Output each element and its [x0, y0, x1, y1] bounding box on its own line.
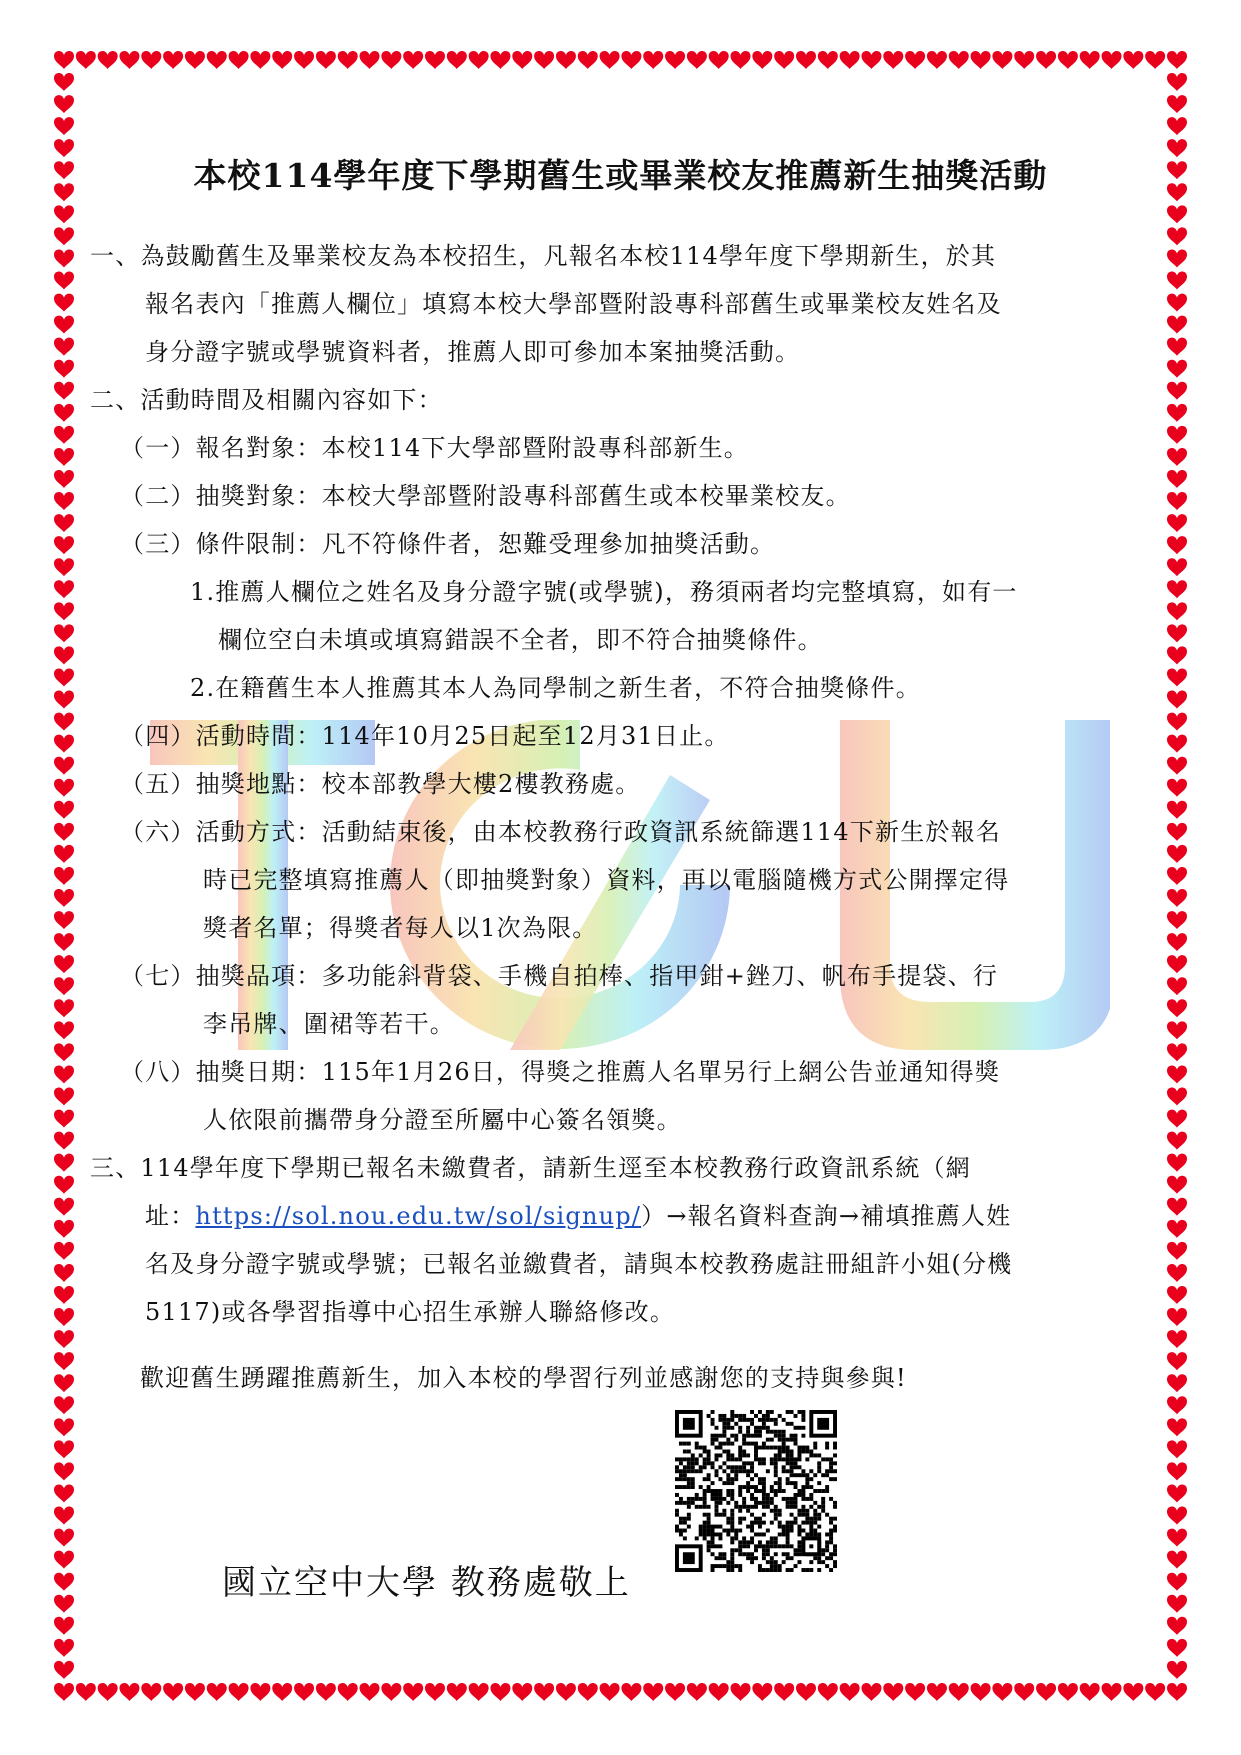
item-7-line1: （七）抽獎品項：多功能斜背袋、手機自拍棒、指甲鉗+銼刀、帆布手提袋、行	[120, 962, 999, 990]
url-label: 址：	[145, 1202, 196, 1230]
qr-code	[675, 1410, 837, 1572]
signup-link[interactable]: https://sol.nou.edu.tw/sol/signup/	[195, 1202, 642, 1230]
item-6-line3: 獎者名單；得獎者每人以1次為限。	[203, 914, 598, 942]
item-2-line: （二）抽獎對象：本校大學部暨附設專科部舊生或本校畢業校友。	[120, 482, 851, 510]
item-3-sub2-line: 2.在籍舊生本人推薦其本人為同學制之新生者，不符合抽獎條件。	[190, 674, 921, 702]
item-1-line: （一）報名對象：本校114下大學部暨附設專科部新生。	[120, 434, 750, 462]
section3-line3: 名及身分證字號或學號；已報名並繳費者，請與本校教務處註冊組許小姐(分機	[145, 1250, 1013, 1278]
signature: 國立空中大學 教務處敬上	[222, 1563, 631, 1603]
item-7-line2: 李吊牌、圍裙等若干。	[203, 1010, 455, 1038]
section1-line1: 一、為鼓勵舊生及畢業校友為本校招生，凡報名本校114學年度下學期新生，於其	[90, 242, 997, 270]
section3-line2	[145, 1201, 1011, 1231]
url-after-text: ）→報名資料查詢→補填推薦人姓	[641, 1202, 1012, 1230]
item-3-sub1-line1: 1.推薦人欄位之姓名及身分證字號(或學號)，務須兩者均完整填寫，如有一	[190, 578, 1018, 606]
item-5-line: （五）抽獎地點：校本部教學大樓2樓教務處。	[120, 770, 641, 798]
item-8-line2: 人依限前攜帶身分證至所屬中心簽名領獎。	[203, 1106, 682, 1134]
item-8-line1: （八）抽獎日期：115年1月26日，得獎之推薦人名單另行上網公告並通知得獎	[120, 1058, 1001, 1086]
page-title: 本校114學年度下學期舊生或畢業校友推薦新生抽獎活動	[193, 156, 1048, 195]
item-6-line1: （六）活動方式：活動結束後，由本校教務行政資訊系統篩選114下新生於報名	[120, 818, 1002, 846]
section1-line3: 身分證字號或學號資料者，推薦人即可參加本案抽獎活動。	[145, 338, 801, 366]
section3-line4: 5117)或各學習指導中心招生承辦人聯絡修改。	[145, 1298, 676, 1326]
item-3-sub1-line2: 欄位空白未填或填寫錯誤不全者，即不符合抽獎條件。	[218, 626, 823, 654]
item-6-line2: 時已完整填寫推薦人（即抽獎對象）資料，再以電腦隨機方式公開擇定得	[203, 866, 1010, 894]
closing-message: 歡迎舊生踴躍推薦新生，加入本校的學習行列並感謝您的支持與參與!	[140, 1364, 907, 1392]
section2-heading: 二、活動時間及相關內容如下：	[90, 386, 443, 414]
section1-line2: 報名表內「推薦人欄位」填寫本校大學部暨附設專科部舊生或畢業校友姓名及	[145, 290, 1002, 318]
section3-line1: 三、114學年度下學期已報名未繳費者，請新生逕至本校教務行政資訊系統（網	[90, 1154, 972, 1182]
item-4-line: （四）活動時間：114年10月25日起至12月31日止。	[120, 722, 730, 750]
item-3-line: （三）條件限制：凡不符條件者，恕難受理參加抽獎活動。	[120, 530, 776, 558]
